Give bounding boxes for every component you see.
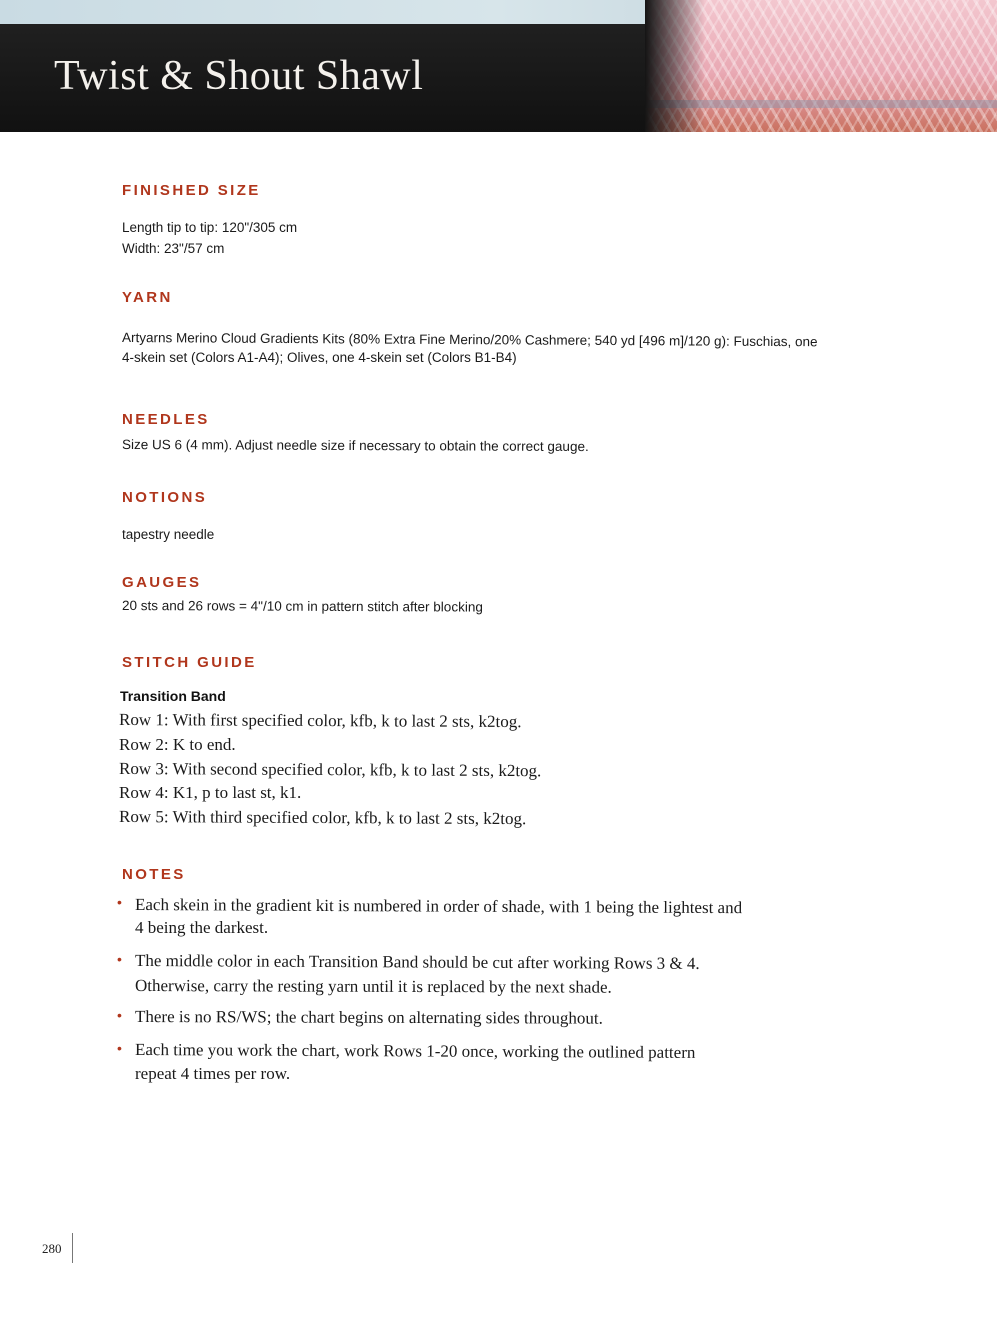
notions-text: tapestry needle [122,527,215,542]
bullet-icon: • [117,1007,122,1023]
transition-band-subheading: Transition Band [120,688,226,704]
bullet-icon: • [117,951,122,967]
yarn-heading: YARN [122,289,173,306]
note-1-line-1: Each skein in the gradient kit is numbered in order of shade, with 1 being the lightest and [134,895,743,918]
note-1-line-2: 4 being the darkest. [135,918,269,937]
notes-heading: NOTES [122,866,186,883]
note-2-line-2: Otherwise, carry the resting yarn until it is replaced by the next shade. [134,976,612,997]
stitch-guide-heading: STITCH GUIDE [122,654,257,671]
needles-heading: NEEDLES [122,411,210,428]
stitch-row-2: Row 2: K to end. [119,735,236,754]
page-number-rule [72,1233,73,1263]
header-banner [0,0,997,132]
finished-size-heading: FINISHED SIZE [122,182,261,199]
bullet-icon: • [117,1040,122,1056]
note-4-line-2: repeat 4 times per row. [135,1064,291,1083]
bullet-icon: • [117,894,122,910]
page-title: Twist & Shout Shawl [54,53,424,99]
finished-size-length: Length tip to tip: 120"/305 cm [122,220,298,235]
finished-size-width: Width: 23"/57 cm [122,241,225,256]
gauges-text: 20 sts and 26 rows = 4"/10 cm in pattern stitch after blocking [121,598,483,615]
shawl-photo-fade [645,0,705,132]
stitch-row-4: Row 4: K1, p to last st, k1. [119,783,302,802]
yarn-line-2: 4-skein set (Colors A1-A4); Olives, one 4-skein set (Colors B1-B4) [122,350,517,365]
needles-text: Size US 6 (4 mm). Adjust needle size if necessary to obtain the correct gauge. [121,437,589,455]
note-4-line-1: Each time you work the chart, work Rows 1-20 once, working the outlined pattern [134,1040,696,1062]
yarn-line-1: Artyarns Merino Cloud Gradients Kits (80% Extra Fine Merino/20% Cashmere; 540 yd [496 m]/120 g): Fuschias, one [121,330,818,350]
stitch-row-5: Row 5: With third specified color, kfb, k to last 2 sts, k2tog. [118,807,527,829]
note-2-line-1: The middle color in each Transition Band should be cut after working Rows 3 & 4. [134,951,700,973]
gauges-heading: GAUGES [122,574,202,591]
stitch-row-1: Row 1: With first specified color, kfb, k to last 2 sts, k2tog. [118,710,522,732]
note-3-line-1: There is no RS/WS; the chart begins on alternating sides throughout. [134,1007,603,1028]
stitch-row-3: Row 3: With second specified color, kfb, k to last 2 sts, k2tog. [118,759,542,781]
page-number: 280 [42,1241,62,1256]
notions-heading: NOTIONS [122,489,208,506]
